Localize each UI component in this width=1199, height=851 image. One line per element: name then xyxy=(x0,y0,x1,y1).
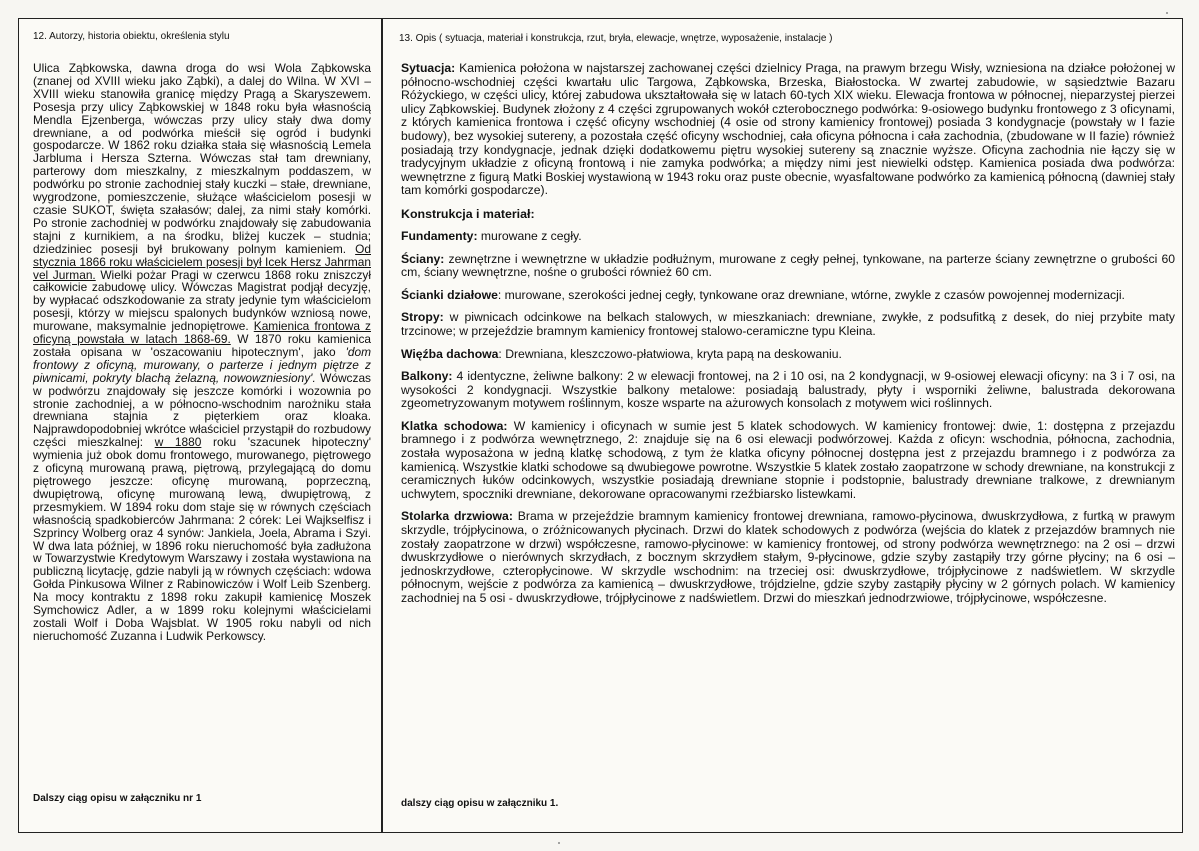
scan-speck xyxy=(558,842,560,844)
konstrukcja-header: Konstrukcja i materiał: xyxy=(401,206,535,221)
right-column xyxy=(393,33,1175,823)
right-footer: dalszy ciąg opisu w załączniku 1. xyxy=(401,798,559,809)
wiezba-paragraph: Więźba dachowa: Drewniana, kleszczowo-płatwiowa, kryta papą na deskowaniu. xyxy=(401,346,842,361)
sciany-paragraph: Ściany: zewnętrzne i wewnętrzne w układzie podłużnym, murowane z cegły pełnej, tynkowane, na parterze ściany zewnętrzne o grubości 60 cm, ściany wewnętrzne, nośne o grubości również 60 cm. xyxy=(401,251,1175,280)
document-sheet xyxy=(18,18,1183,833)
sytuacja-paragraph: Sytuacja: Kamienica położona w najstarszej zachowanej części dzielnicy Praga, na prawym brzegu Wisły, wzniesiona na działce położonej w północno-wschodniej części kwartału ulic Targowa, Ząbkowska, Brzeska, Białostocka. W zwartej zabudowie, w sąsiedztwie Bazaru Różyckiego, w części ulicy, której zabudowa ukształtowała się w latach 60-tych XIX wieku. Elewacja frontowa w północnej, nieparzystej pierzei ulicy Ząbkowskiej. Budynek złożony z 4 części zgrupowanych wokół czterobocznego podwórka: 9-osiowego budynku frontowego z 3 oficynami, z których kamienica frontowa i część oficyny wschodniej (4 osie od strony kamienicy frontowej) posiada 3 kondygnacje (powstały w I fazie budowy), bez wysokiej sutereny, a pozostała część oficyny wschodniej, cała oficyna północna i cała zachodnia, (zbudowane w II fazie) również posiadają trzy kondygnacje, jednak dzięki dodatkowemu piętru wysokiej sutereny są znacznie wyższe. Oficyna zachodnia nie łączy się w tradycyjnym układzie z oficyną frontową i nie zamyka podwórka; a między nimi jest niewielki odstęp. Kamienica posiada dwa podwórza: wewnętrzne z figurą Matki Boskiej wystawioną w 1943 roku oraz puste obecnie, wyasfaltowane podwórko za kamienicą północną (dawniej stały tam komórki gospodarcze). xyxy=(401,61,1175,198)
klatka-paragraph: Klatka schodowa: W kamienicy i oficynach w sumie jest 5 klatek schodowych. W kamienicy frontowej: dwie, 1: dostępna z przejazdu bramnego i z podwórza wewnętrznego, 2: znajduje się na 6 osi elewacji podwórzowej. Każda z oficyn: wschodnia, północna, zachodnia, została wyposażona w jedną klatkę schodową, z tym że klatka oficyny północnej dostępna jest z przejazdu bramnego i z podwórza za kamienicą. Wszystkie klatki schodowe są dwubiegowe powrotne. Wszystkie 5 klatek zostało zaopatrzone w schody drewniane, na konstrukcji z ceramicznych łuków odcinkowych, wszystkie posiadają drewniane stopnie i podstopnie, balustrady drewniane tralkowe, z drewnianym uchwytem, spoczniki drewniane, dekorowane opracowanymi rzeźbiarsko listewkami. xyxy=(401,418,1176,501)
underlined-owner: Od stycznia 1866 roku właścicielem posesji był Icek Hersz Jahrman vel Jurman. xyxy=(33,241,371,282)
scan-speck xyxy=(1166,12,1168,14)
left-column xyxy=(27,31,371,821)
fundamenty-paragraph: Fundamenty: murowane z cegły. xyxy=(401,228,582,243)
scianki-paragraph: Ścianki działowe: murowane, szerokości jednej cegły, tynkowane oraz drewniane, wtórne, zwykle z czasów powojennej modernizacji. xyxy=(401,287,1125,302)
stropy-paragraph: Stropy: w piwnicach odcinkowe na belkach stalowych, w mieszkaniach: drewniane, zwykłe, z podsufitką z desek, do niej przybite maty trzcinowe; w przejeździe bramnym kamienicy frontowej stalowo-ceramiczne typu Kleina. xyxy=(401,310,1175,338)
underlined-year: w 1880 xyxy=(154,435,202,450)
history-text: Ulica Ząbkowska, dawna droga do wsi Wola Ząbkowska (znanej od XVIII wieku jako Ząbki), a dalej do Wilna. W XVI – XVIII wieku stanowiła granicę między Pragą a Skaryszewem. Posesja przy ulicy Ząbkowskiej w 1848 roku była własnością Mendla Ejzenberga, wówczas przy ulicy stały dwa domy drewniane, a od podwórka mieścił się ogród i budynki gospodarcze. W 1862 roku działka stała się własnością Lemela Jarbluma i Hersza Szterna. Wówczas stał tam drewniany, parterowy dom mieszkalny, z mieszkalnym poddaszem, w podwórku po stronie zachodniej stały kuczki – stałe, drewniane, wygrodzone, pomieszczenie, służące właścicielom posesji w czasie SUKOT, święta szałasów; dalej, za nimi stały komórki. Po stronie zachodniej w podwórku znajdowały się zabudowania stajni z kurnikiem, a na środku, bliżej kuczek – studnia; dziedziniec posesji był brukowany polnym kamieniem. Od stycznia 1866 roku właścicielem posesji był Icek Hersz Jahrman vel Jurman. Wielki pożar Pragi w czerwcu 1868 roku zniszczył całkowicie zabudowę ulicy. Wówczas Magistrat podjął decyzję, by wypłacać odszkodowanie za straty jedynie tym właścicielom posesji, którzy w miejscu spalonych budynków wzniosą nowe, murowane, maksymalnie jednopiętrowe. Kamienica frontowa z oficyną powstała w latach 1868-69. W 1870 roku kamienica została opisana w 'oszacowaniu hipotecznym', jako 'dom frontowy z oficyną, murowany, o parterze i jednym piętrze z piwnicami, pokryty blachą żelazną, nowowzniesiony'. Wówczas w podwórzu znajdowały się jeszcze komórki i wozownia po stronie zachodniej, a w północno-wschodnim narożniku stała drewniana stajnia z pięterkiem oraz kloaka. Najprawdopodobniej wkrótce właściciel przystąpił do rozbudowy części mieszkalnej: w 1880 roku 'szacunek hipoteczny' wymienia już obok domu frontowego, murowanego, piętrowego z oficyną murowaną prawą, piętrową, przylegającą do domu piętrowego jeszcze: oficynę murowaną, poprzeczną, dwupiętrową, oficynę murowaną lewą, dwupiętrową, z przesmykiem. W 1894 roku dom staje się w równych częściach własnością spadkobierców Jahrmana: 2 córek: Lei Wajkselfisz i Szprincy Wolberg oraz 4 synów: Jankiela, Joela, Abrama i Szyi. W dwa lata później, w 1896 roku nieruchomość była zadłużona w Towarzystwie Kredytowym Warszawy i została wystawiona na publiczną licytację, gdzie nabyli ją w równych częściach: wdowa Gołda Pinkusowa Wilner z Rabinowiczów i Wolf Leib Szenberg. Na mocy kontraktu z 1898 roku zakupił kamienicę Moszek Symchowicz Adler, a w 1899 roku kolejnymi właścicielami zostali Wolf i Doba Wajsblat. W 1905 roku nabyli od nich nieruchomość Zuzanna i Ludwik Perkowscy. xyxy=(33,61,371,643)
section-13-header: 13. Opis ( sytuacja, materiał i konstrukcja, rzut, bryła, elewacje, wnętrze, wyposażenie, instalacje ) xyxy=(399,33,833,44)
column-divider xyxy=(381,19,383,832)
left-footer: Dalszy ciąg opisu w załączniku nr 1 xyxy=(33,793,202,804)
stolarka-paragraph: Stolarka drzwiowa: Brama w przejeździe bramnym kamienicy frontowej drewniana, ramowo-płycinowa, dwuskrzydłowa, z furtką w prawym skrzydle, trójpłycinowa, o zróżnicowanych płycinach. Drzwi do klatek schodowych z podwórza (wejścia do klatek z przejazdów bramnych nie zostały zaopatrzone w drzwi) współczesne, ramowo-płycinowe: w kamienicy frontowej, od strony podwórza wewnętrznego: na 2 osi – drzwi dwuskrzydłowe o nierównych skrzydłach, z bocznym skrzydłem stałym, 9-płycinowe, gdzie szyby zastąpiły trzy górne płyciny; na 6 osi – jednoskrzydłowe, czteropłycinowe. W skrzydle wschodnim: na trzeciej osi: dwuskrzydłowe, trójpłycinowe z nadświetlem. W skrzydle północnym, wejście z podwórza za kamienicą – dwuskrzydłowe, trójdzielne, gdzie szyby zastąpiły płyciny w 2 górnych polach. W kamienicy zachodniej na 5 osi - dwuskrzydłowe, trójpłycinowe z nadświetlem. Drzwi do mieszkań jednodrzwiowe, trójpłycinowe, współczesne. xyxy=(401,509,1176,605)
section-12-header: 12. Autorzy, historia obiektu, określenia stylu xyxy=(33,31,230,42)
italic-quote: 'dom frontowy z oficyną, murowany, o parterze i jednym piętrze z piwnicami, pokryty blachą żelazną, nowowzniesiony'. xyxy=(33,344,371,385)
underlined-construction: Kamienica frontowa z oficyną powstała w latach 1868-69. xyxy=(33,319,371,347)
balkony-paragraph: Balkony: 4 identyczne, żeliwne balkony: 2 w elewacji frontowej, na 2 i 10 osi, na 2 kondygnacji, w 9-osiowej elewacji oficyny: na 3 i 7 osi, na wysokości 2 kondygnacji. Wszystkie balkony metalowe: posiadają balustrady, płyty i wsporniki żeliwne, balustrada dekorowana zgeometryzowanym motywem roślinnym, kosze wsparte na ażurowych konsolach z motywem wici roślinnych. xyxy=(401,369,1175,411)
